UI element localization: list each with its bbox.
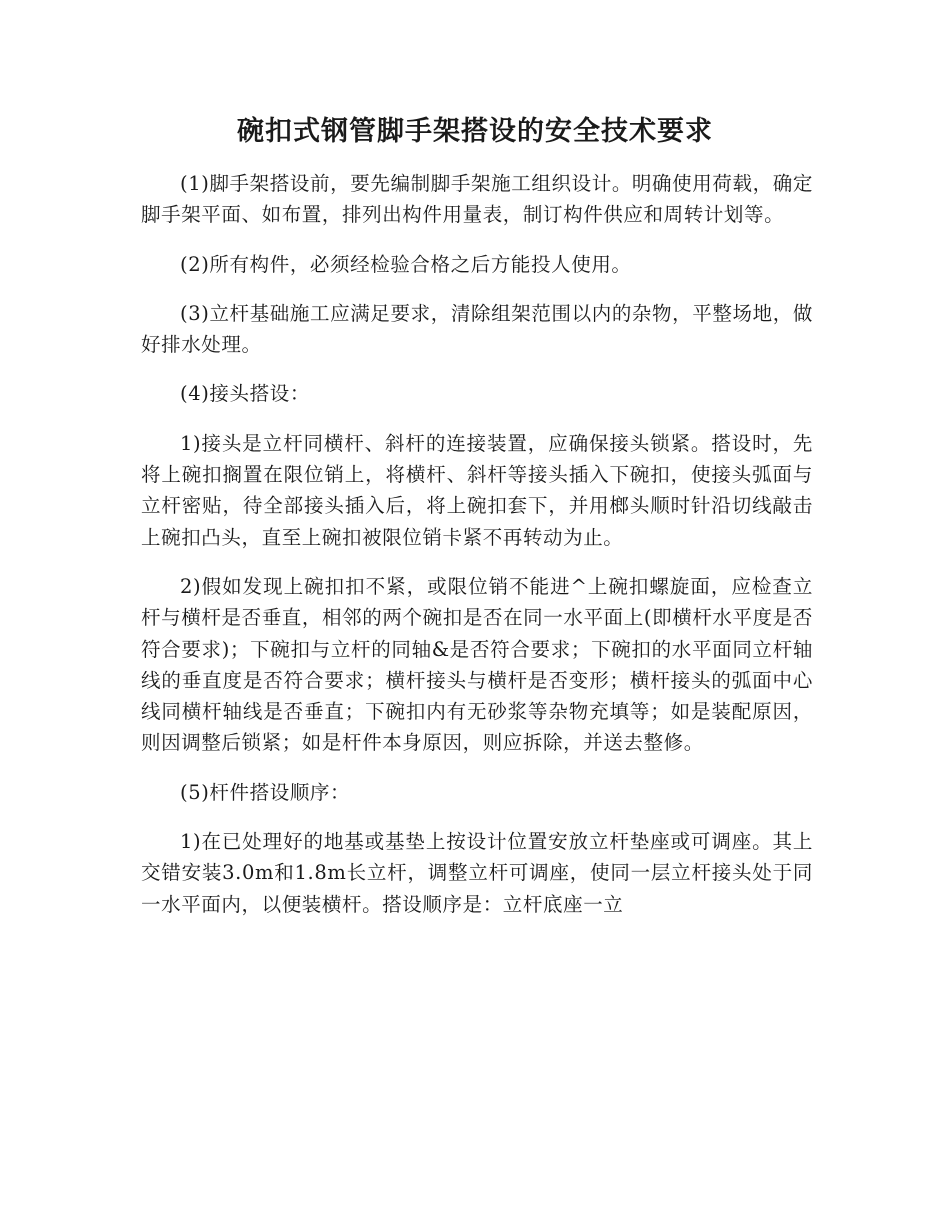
paragraph-1: (1)脚手架搭设前，要先编制脚手架施工组织设计。明确使用荷载，确定脚手架平面、如布置，排列出构件用量表，制订构件供应和周转计划等。: [141, 172, 813, 227]
document-body: [141, 168, 813, 938]
document-title: 碗扣式钢管脚手架搭设的安全技术要求: [237, 116, 713, 147]
paragraph-5-heading: (5)杆件搭设顺序：: [180, 780, 351, 804]
paragraph-5-item-1: 1)在已处理好的地基或基垫上按设计位置安放立杆垫座或可调座。其上交错安装3.0m和1.8m长立杆，调整立杆可调座，使同一层立杆接头处于同一水平面内，以便装横杆。搭设顺序是：立杆底座一立: [141, 830, 813, 916]
paragraph-3: (3)立杆基础施工应满足要求，清除组架范围以内的杂物，平整场地，做好排水处理。: [141, 301, 813, 357]
paragraph-4-item-1: 1)接头是立杆同横杆、斜杆的连接装置，应确保接头锁紧。搭设时，先将上碗扣搁置在限位销上，将横杆、斜杆等接头插入下碗扣，使接头弧面与立杆密贴，待全部接头插入后，将上碗扣套下，并用榔头顺时针沿切线敲击上碗扣凸头，直至上碗扣被限位销卡紧不再转动为止。: [141, 431, 813, 549]
paragraph-4-heading: (4)接头搭设：: [180, 382, 310, 406]
paragraph-2: (2)所有构件，必须经检验合格之后方能投人使用。: [180, 252, 632, 276]
paragraph-4-item-2: 2)假如发现上碗扣扣不紧，或限位销不能进^上碗扣螺旋面，应检查立杆与横杆是否垂直，相邻的两个碗扣是否在同一水平面上(即横杆水平度是否符合要求)；下碗扣与立杆的同轴&是否符合要求；下碗扣的水平面同立杆轴线的垂直度是否符合要求；横杆接头与横杆是否变形；横杆接头的弧面中心线同横杆轴线是否垂直；下碗扣内有无砂浆等杂物充填等；如是装配原因，则因调整后锁紧；如是杆件本身原因，则应拆除，并送去整修。: [141, 574, 813, 755]
